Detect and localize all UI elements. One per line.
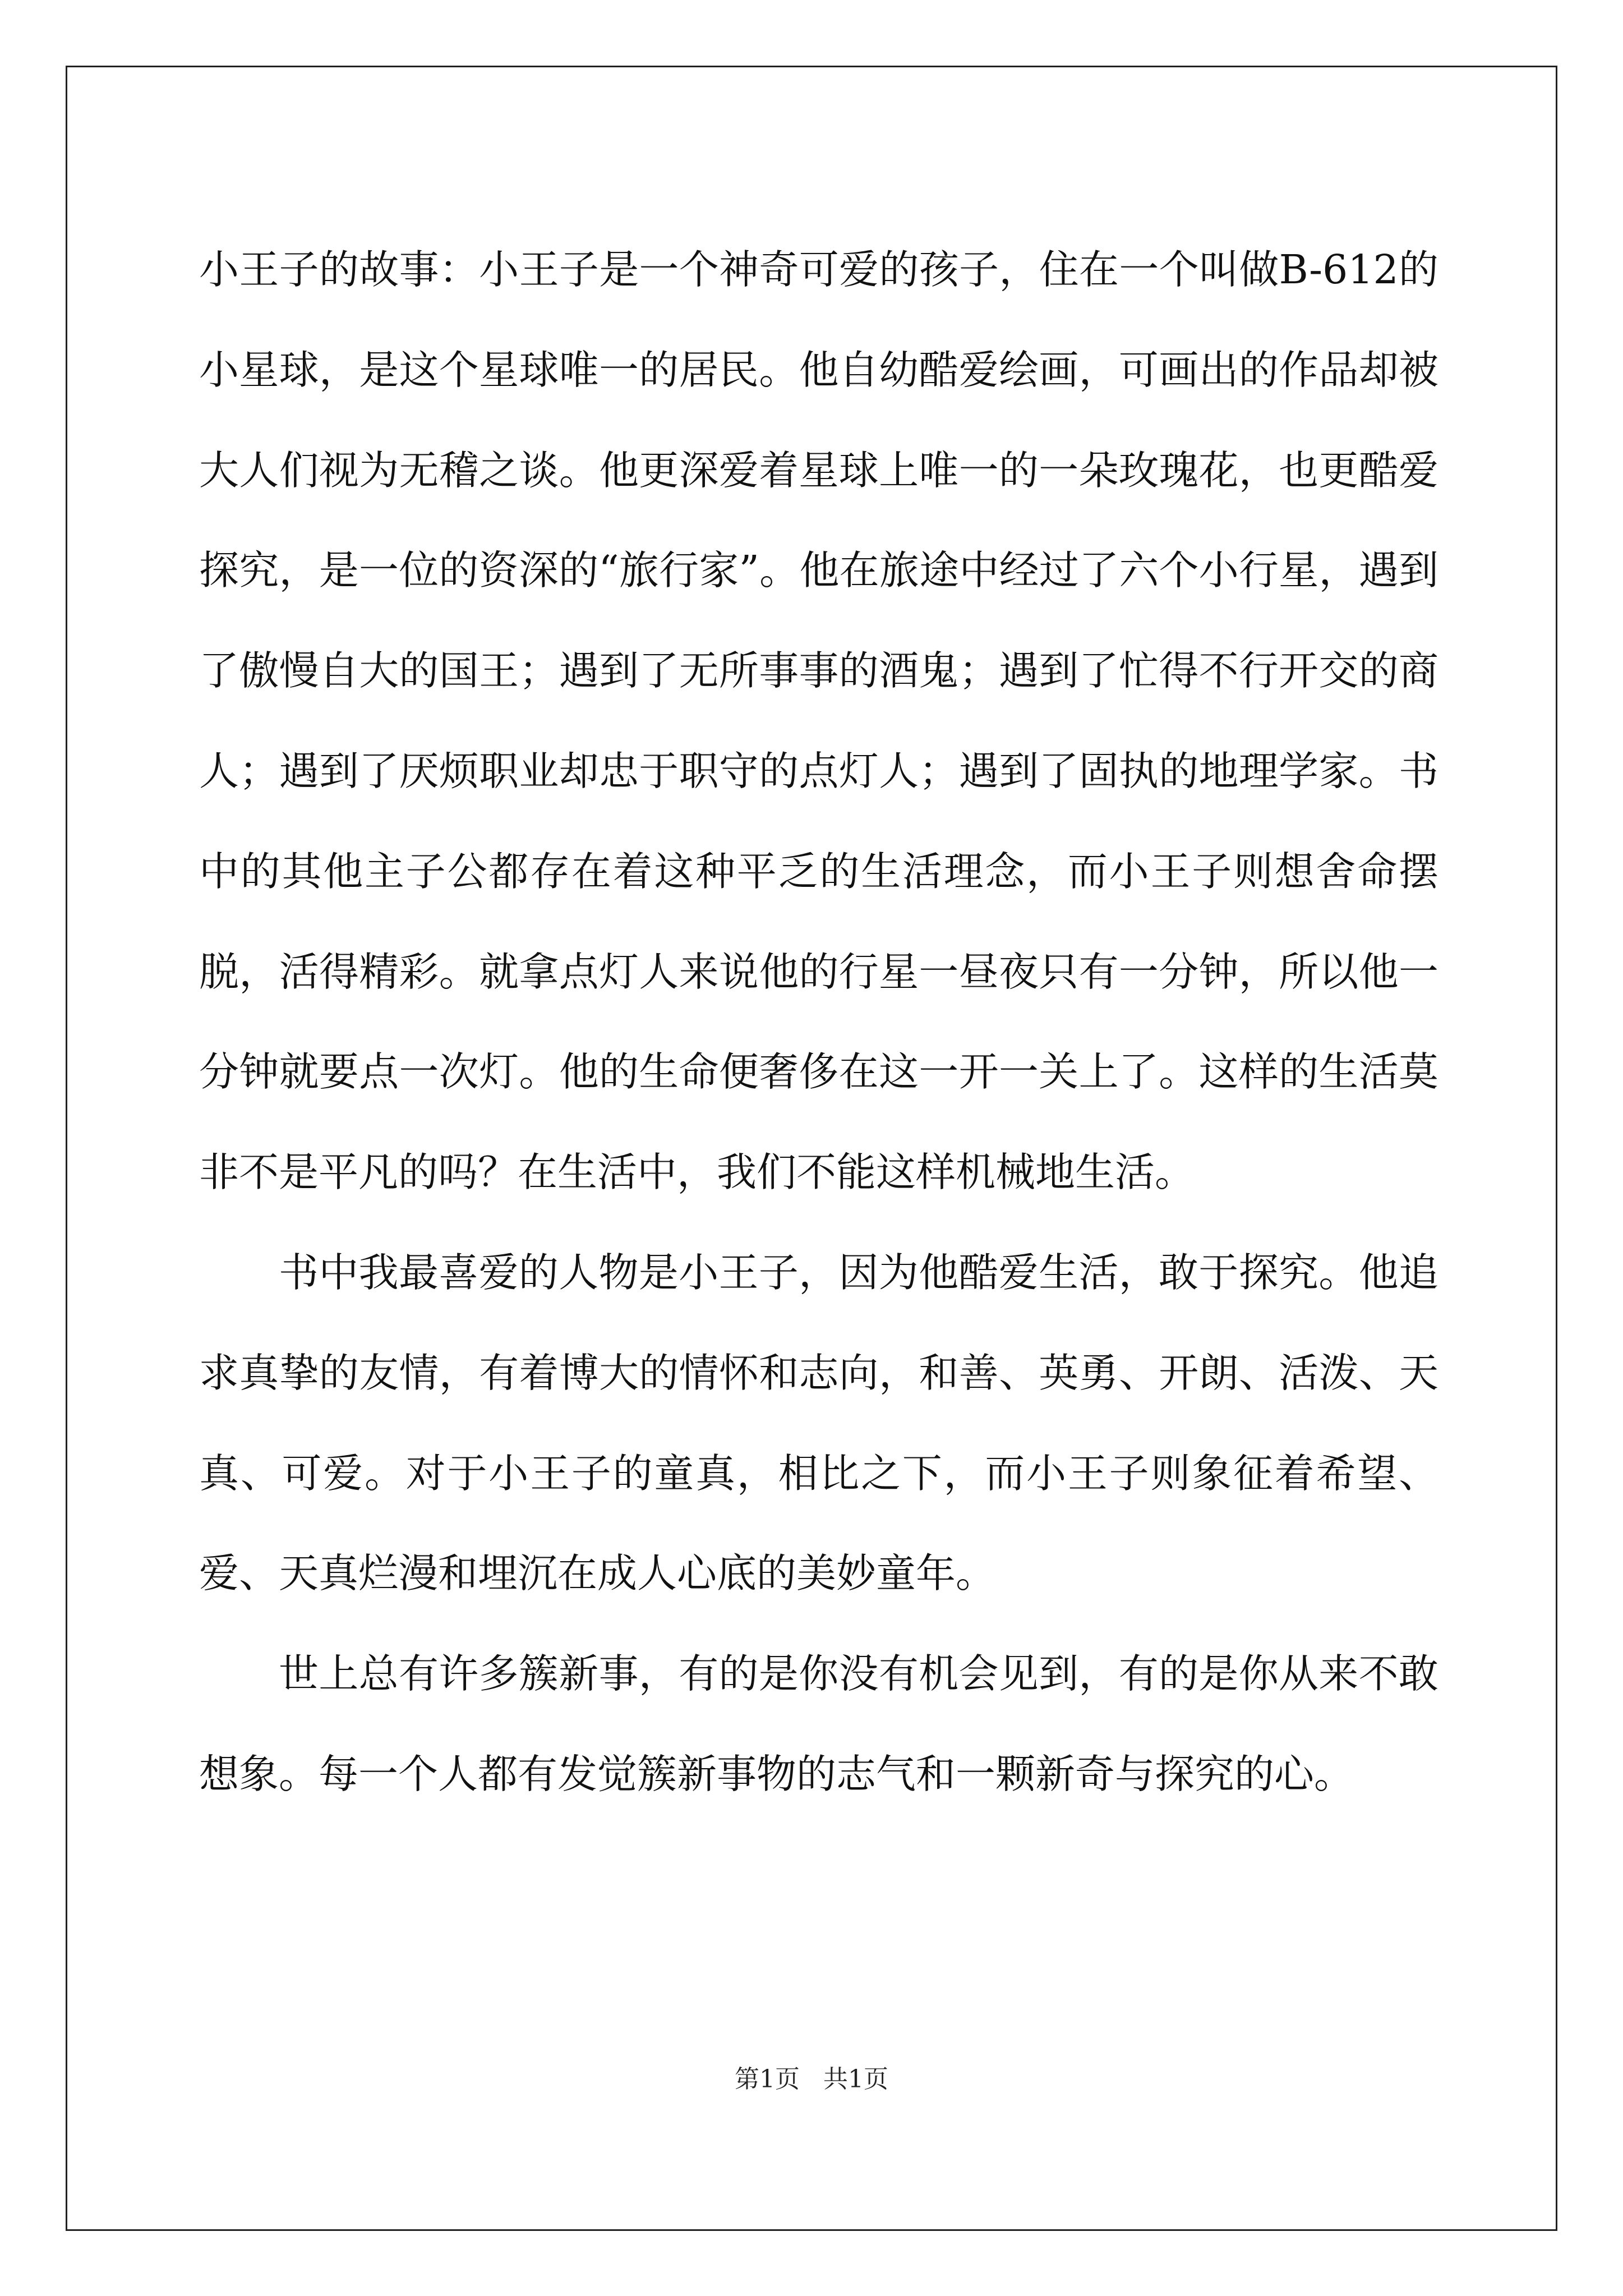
- paragraph-2: 书中我最喜爱的人物是小王子，因为他酷爱生活，敢于探究。他追求真挚的友情，有着博大的情怀和志向，和善、英勇、开朗、活泼、天真、可爱。对于小王子的童真，相比之下，而小王子则象征着希望、爱、天真烂漫和埋沉在成人心底的美妙童年。: [199, 1249, 1438, 1597]
- page-footer: 第1页 共1页: [735, 2065, 888, 2093]
- document-body: [199, 220, 1438, 1825]
- paragraph-3: 世上总有许多簇新事，有的是你没有机会见到，有的是你从来不敢想象。每一个人都有发觉簇新事物的志气和一颗新奇与探究的心。: [199, 1650, 1438, 1797]
- paragraph-1: 小王子的故事：小王子是一个神奇可爱的孩子，住在一个叫做B-612的小星球，是这个星球唯一的居民。他自幼酷爱绘画，可画出的作品却被大人们视为无稽之谈。他更深爱着星球上唯一的一朵玫瑰花，也更酷爱探究，是一位的资深的“旅行家”。他在旅途中经过了六个小行星，遇到了傲慢自大的国王；遇到了无所事事的酒鬼；遇到了忙得不行开交的商人；遇到了厌烦职业却忠于职守的点灯人；遇到了固执的地理学家。书中的其他主子公都存在着这种平乏的生活理念，而小王子则想舍命摆脱，活得精彩。就拿点灯人来说他的行星一昼夜只有一分钟，所以他一分钟就要点一次灯。他的生命便奢侈在这一开一关上了。这样的生活莫非不是平凡的吗？在生活中，我们不能这样机械地生活。: [199, 246, 1438, 1196]
